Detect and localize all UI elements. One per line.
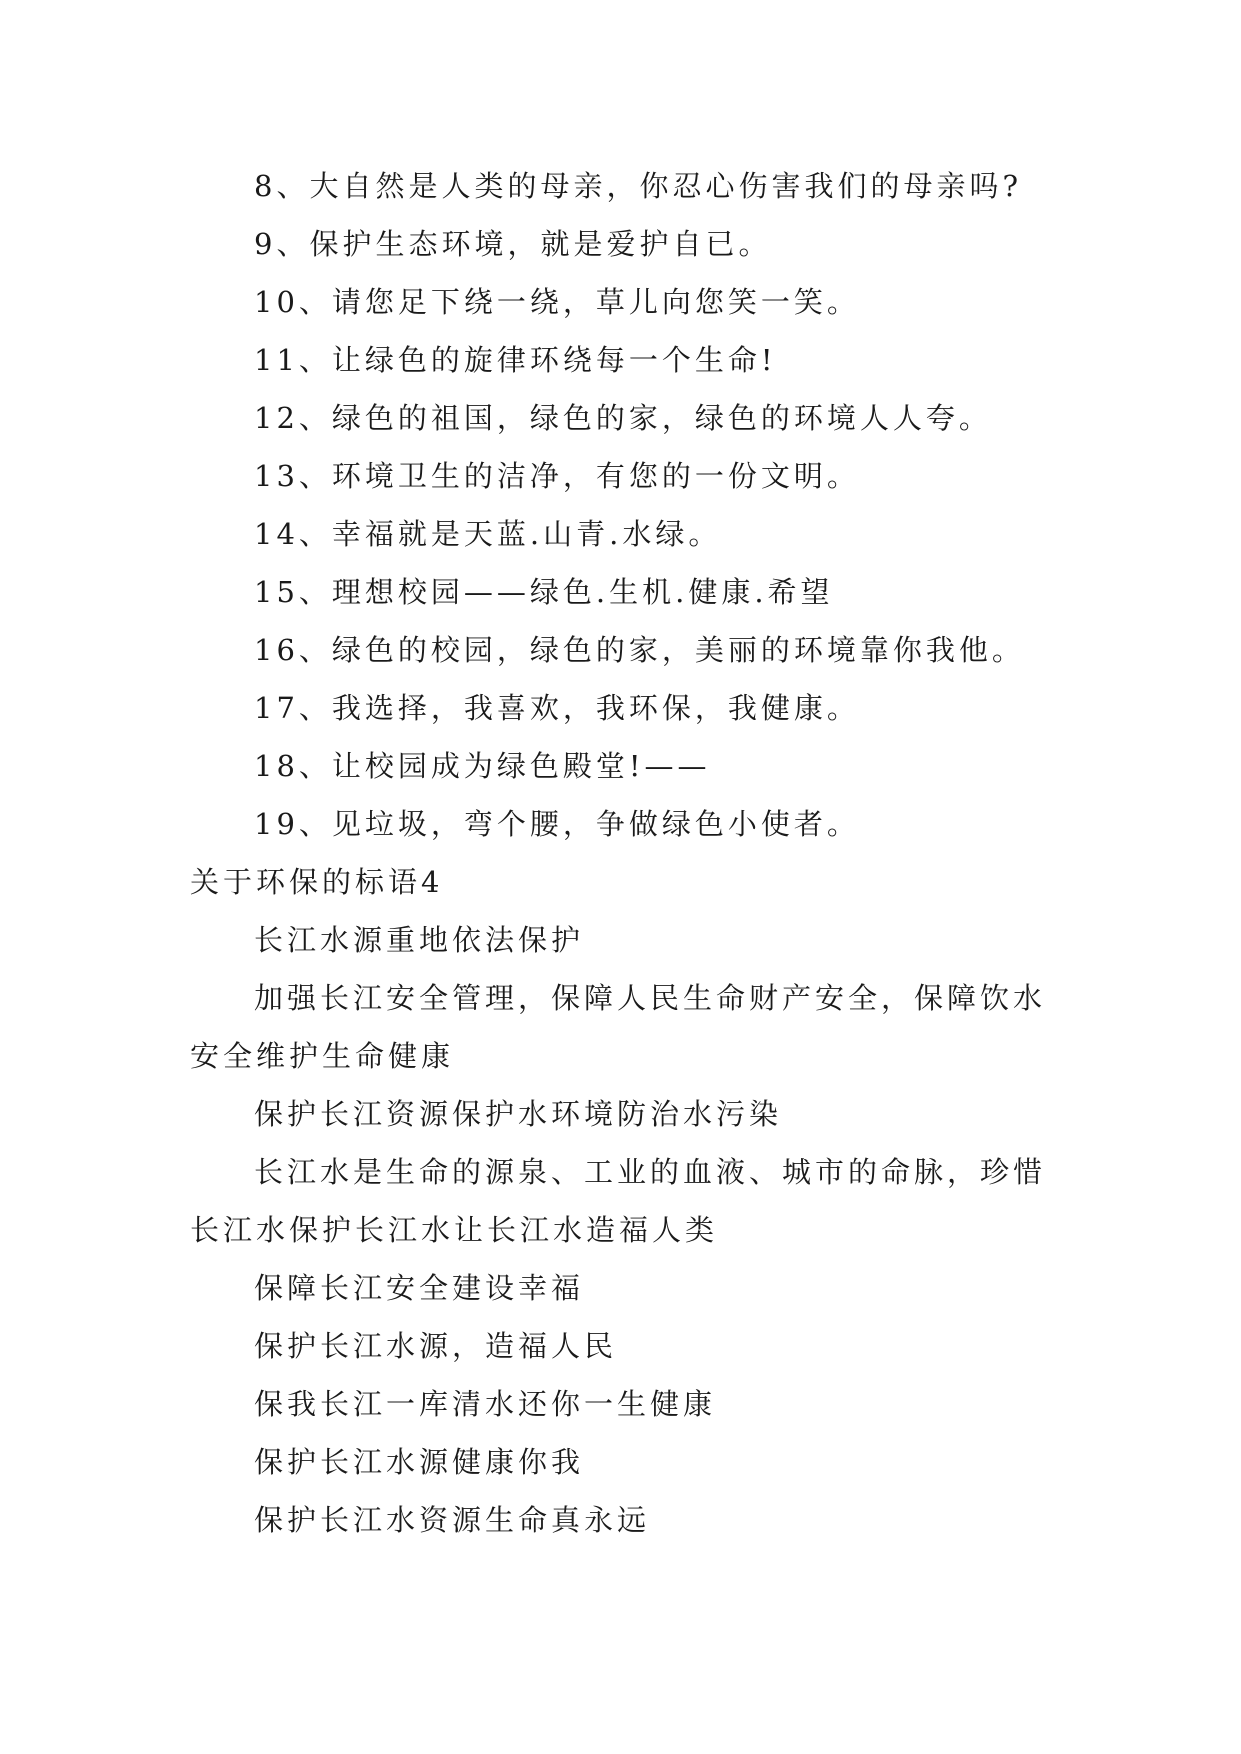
slogan-line-11: 11、让绿色的旋律环绕每一个生命! — [254, 343, 777, 377]
paragraph-line: 保我长江一库清水还你一生健康 — [254, 1387, 717, 1421]
paragraph-line: 长江水是生命的源泉、工业的血液、城市的命脉，珍惜 — [254, 1155, 1047, 1189]
slogan-line-10: 10、请您足下绕一绕，草儿向您笑一笑。 — [254, 285, 860, 319]
paragraph-line: 保障长江安全建设幸福 — [254, 1271, 585, 1305]
paragraph-line: 保护长江资源保护水环境防治水污染 — [254, 1097, 783, 1131]
paragraph-line: 加强长江安全管理，保障人民生命财产安全，保障饮水 — [254, 981, 1047, 1015]
slogan-line-16: 16、绿色的校园，绿色的家，美丽的环境靠你我他。 — [254, 633, 1025, 667]
paragraph-line-continued: 安全维护生命健康 — [190, 1039, 455, 1073]
slogan-line-12: 12、绿色的祖国，绿色的家，绿色的环境人人夸。 — [254, 401, 992, 435]
slogan-line-14: 14、幸福就是天蓝.山青.水绿。 — [254, 517, 722, 551]
slogan-line-17: 17、我选择，我喜欢，我环保，我健康。 — [254, 691, 860, 725]
slogan-line-15: 15、理想校园——绿色.生机.健康.希望 — [254, 575, 834, 609]
paragraph-line: 保护长江水资源生命真永远 — [254, 1503, 651, 1537]
slogan-line-19: 19、见垃圾，弯个腰，争做绿色小使者。 — [254, 807, 860, 841]
paragraph-line-continued: 长江水保护长江水让长江水造福人类 — [190, 1213, 719, 1247]
slogan-line-13: 13、环境卫生的洁净，有您的一份文明。 — [254, 459, 860, 493]
paragraph-line: 保护长江水源健康你我 — [254, 1445, 585, 1479]
slogan-line-9: 9、保护生态环境，就是爱护自已。 — [254, 227, 772, 261]
slogan-line-8: 8、大自然是人类的母亲，你忍心伤害我们的母亲吗? — [254, 169, 1022, 203]
paragraph-line: 保护长江水源，造福人民 — [254, 1329, 618, 1363]
paragraph-line: 长江水源重地依法保护 — [254, 923, 585, 957]
section-heading: 关于环保的标语4 — [190, 865, 444, 899]
slogan-line-18: 18、让校园成为绿色殿堂!—— — [254, 749, 711, 783]
